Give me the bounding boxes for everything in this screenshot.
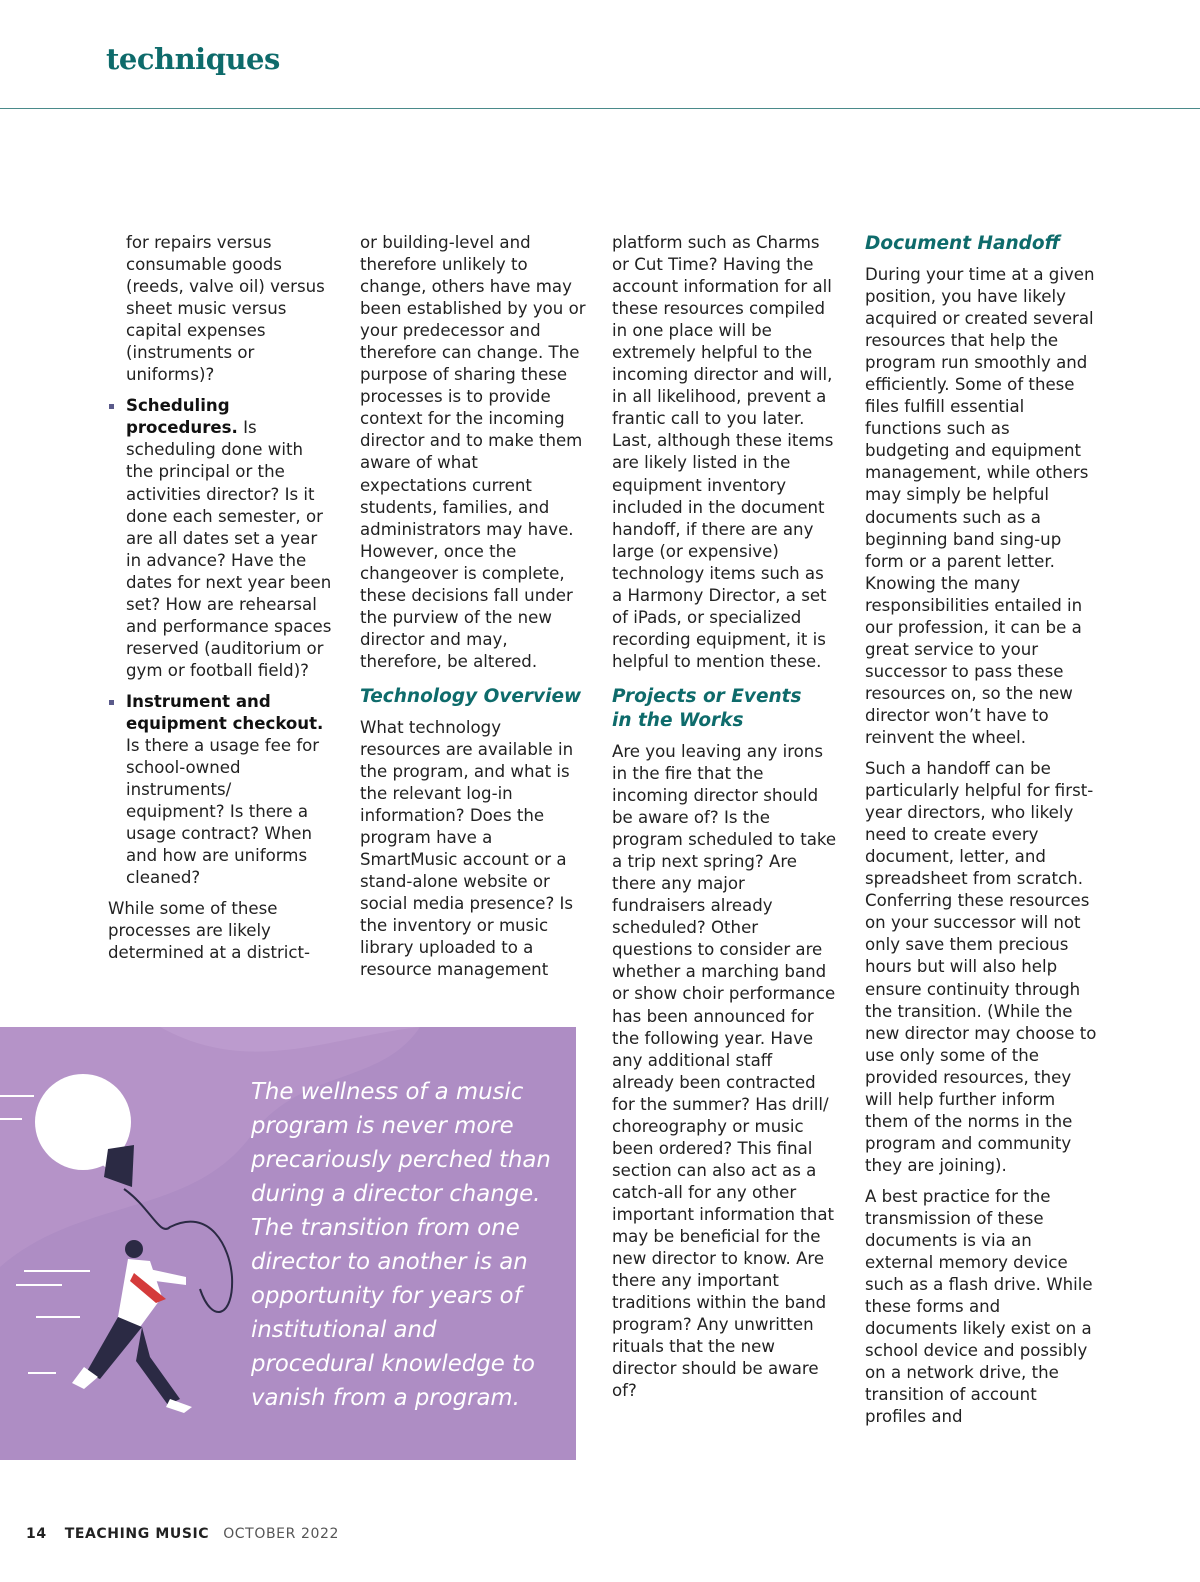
heading-technology-overview: Technology Overview xyxy=(360,685,582,707)
col1-closing: While some of these processes are likely determined at a district- xyxy=(108,899,311,963)
col1-intro: for repairs versus consumable goods (reeds, valve oil) versus sheet music versus capital expenses (instruments or uniforms)? xyxy=(126,233,325,385)
heading-projects-events xyxy=(612,685,838,733)
col4-paragraph-3: A best practice for the transmission of these documents is via an external memory device such as a flash drive. While these forms and documents likely exist on a school device and possibly on a network drive, the transition of account profiles and xyxy=(865,1186,1093,1427)
column-1 xyxy=(108,232,334,974)
bullet-scheduling xyxy=(108,395,334,682)
bullet-instrument-checkout xyxy=(108,691,334,889)
bullet-text: Is there a usage fee for school-owned instruments/ equipment? Is there a usage contract? When and how are uniforms cleaned? xyxy=(126,736,320,888)
bullet-marker xyxy=(109,404,114,409)
col4-paragraph-1: During your time at a given position, you have likely acquired or created several resources that help the program run smoothly and efficiently. Some of these files fulfill essential functions such as budgeting and equipment management, while others may simply be helpful documents such as a beginning band sing-up form or a parent letter. Knowing the many responsibilities entailed in our profession, it can be a great service to your successor to pass these resources on, so the new director won’t have to reinvent the wheel. xyxy=(865,265,1095,747)
magazine-title: TEACHING MUSIC xyxy=(64,1526,210,1542)
column-2 xyxy=(360,232,586,991)
page-footer xyxy=(26,1526,339,1542)
page-number: 14 xyxy=(26,1526,47,1542)
bullet-marker xyxy=(109,700,114,705)
col2-paragraph-1: or building-level and therefore unlikely to change, others have may been established by you or your predecessor and therefore can change. The purpose of sharing these processes is to provide context for the incoming director and to make them aware of what expectations current students, families, and administrators may have. However, once the changeover is complete, these decisions fall under the purview of the new director and may, therefore, be altered. xyxy=(360,233,586,671)
bullet-text: Is scheduling done with the principal or the activities director? Is it done each semester, or are all dates set a year in advance? Have the dates for next year been set? How are rehearsal and performance spaces reserved (auditorium or gym or football field)? xyxy=(126,418,332,680)
heading-document-handoff: Document Handoff xyxy=(865,233,1060,254)
col3-paragraph-1: platform such as Charms or Cut Time? Having the account information for all these resources compiled in one place will be extremely helpful to the incoming director and will, in all likelihood, prevent a frantic call to you later. Last, although these items are likely listed in the equipment inventory included in the document handoff, if there are any large (or expensive) technology items such as a Harmony Director, a set of iPads, or specialized recording equipment, it is helpful to mention these. xyxy=(612,233,834,671)
section-label: techniques xyxy=(106,42,280,76)
pull-quote-box xyxy=(0,1027,576,1460)
bullet-title: Instrument and equipment checkout. xyxy=(126,691,324,733)
heading-line-2: in the Works xyxy=(612,709,744,731)
issue-date: OCTOBER 2022 xyxy=(223,1526,340,1542)
column-3 xyxy=(612,232,838,1411)
heading-line-1: Projects or Events xyxy=(612,685,802,707)
header-divider xyxy=(0,108,1200,109)
col4-paragraph-2: Such a handoff can be particularly helpful for first-year directors, who likely need to create every document, letter, and spreadsheet from scratch. Conferring these resources on your successor will not only save them precious hours but will also help ensure continuity through the transition. (While the new director may choose to use only some of the provided resources, they will help further inform them of the norms in the program and community they are joining). xyxy=(865,759,1097,1175)
col2-paragraph-2: What technology resources are available in the program, and what is the relevant log-in information? Does the program have a SmartMusic account or a stand-alone website or social media presence? Is the inventory or music library uploaded to a resource management xyxy=(360,717,574,980)
column-4 xyxy=(865,232,1097,1437)
pull-quote-text: The wellness of a music program is never more precariously perched than during a director change. The transition from one director to another is an opportunity for years of institutional and procedural knowledge to vanish from a program. xyxy=(251,1079,551,1411)
col3-paragraph-2: Are you leaving any irons in the fire that the incoming director should be aware of? Is the program scheduled to take a trip next spring? Are there any major fundraisers already scheduled? Other questions to consider are whether a marching band or show choir performance has been announced for the following year. Have any additional staff already been contracted for the summer? Has drill/ choreography or music been ordered? This final section can also act as a catch-all for any other important information that may be beneficial for the new director to know. Are there any important traditions within the band program? Any unwritten rituals that the new director should be aware of? xyxy=(612,741,837,1401)
bullet-title: Scheduling procedures. xyxy=(126,396,238,438)
